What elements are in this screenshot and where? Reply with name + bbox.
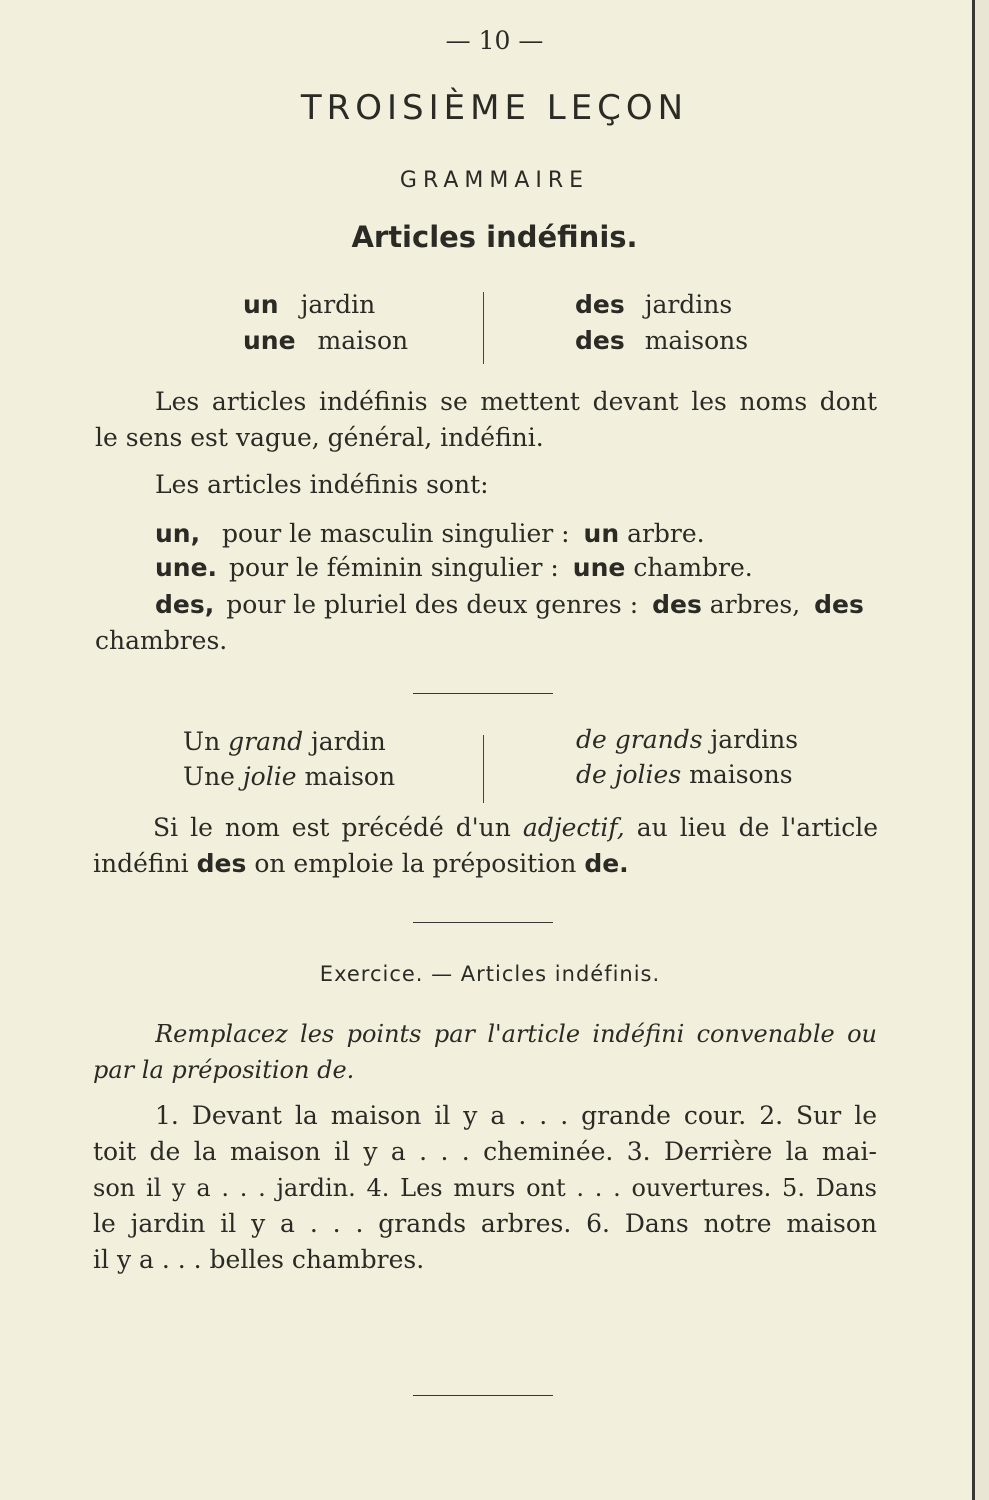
topic-title: Articles indéfinis.: [351, 220, 638, 254]
lesson-title: TROISIÈME LEÇON: [300, 88, 689, 128]
table-row: de jolies maisons: [576, 760, 793, 789]
noun-word: jardin: [300, 290, 376, 319]
section-divider: [413, 1395, 553, 1396]
exercise-heading: Exercice. — Articles indéfinis.: [319, 962, 661, 986]
list-item-continuation: chambres.: [95, 626, 228, 655]
noun-word: maison: [317, 326, 409, 355]
exercise-line: il y a . . . belles chambres.: [93, 1245, 425, 1274]
section-divider: [413, 922, 553, 923]
noun-word: maisons: [644, 326, 749, 355]
article-word: des: [575, 290, 625, 319]
rule-paragraph-line: indéfini des on emploie la préposition de.: [93, 849, 629, 878]
article-word: une.: [155, 553, 218, 582]
table-row: [575, 326, 748, 355]
column-divider: [483, 735, 484, 803]
exercise-instruction: Remplacez les points par l'article indéfini convenable ou: [155, 1020, 877, 1048]
section-divider: [413, 693, 553, 694]
page-number: — 10 —: [445, 26, 544, 55]
article-word: des: [814, 590, 864, 619]
article-word: des: [652, 590, 702, 619]
exercise-line: son il y a . . . jardin. 4. Les murs ont . . . ouvertures. 5. Dans: [93, 1174, 877, 1202]
column-divider: [483, 292, 484, 364]
table-row: Une jolie maison: [183, 762, 396, 791]
article-word: une: [572, 553, 626, 582]
list-item: un, pour le masculin singulier : un arbre.: [155, 519, 705, 548]
list-item: une. pour le féminin singulier : une chambre.: [155, 553, 753, 582]
exercise-instruction: par la préposition de.: [93, 1056, 355, 1084]
table-row: [575, 290, 732, 319]
article-word: un: [243, 290, 279, 319]
table-row: Un grand jardin: [183, 727, 386, 756]
article-word: un: [583, 519, 620, 548]
table-row: [243, 290, 375, 319]
exercise-line: le jardin il y a . . . grands arbres. 6. Dans notre maison: [93, 1209, 877, 1238]
article-word: de.: [584, 849, 629, 878]
article-word: des: [575, 326, 625, 355]
list-intro: Les articles indéfinis sont:: [155, 470, 489, 499]
rule-paragraph-line: le sens est vague, général, indéfini.: [95, 423, 544, 452]
noun-word: jardins: [644, 290, 733, 319]
rule-paragraph-line: Si le nom est précédé d'un adjectif, au lieu de l'article: [153, 813, 878, 842]
list-item: des, pour le pluriel des deux genres : des arbres, des: [155, 590, 864, 619]
table-row: [243, 326, 408, 355]
table-row: de grands jardins: [576, 725, 799, 754]
article-word: des,: [155, 590, 215, 619]
article-word: une: [243, 326, 296, 355]
exercise-line: 1. Devant la maison il y a . . . grande cour. 2. Sur le: [155, 1101, 877, 1130]
article-word: des: [196, 849, 247, 878]
article-word: un,: [155, 519, 201, 548]
exercise-line: toit de la maison il y a . . . cheminée. 3. Derrière la mai-: [93, 1137, 877, 1166]
rule-paragraph-line: Les articles indéfinis se mettent devant les noms dont: [155, 387, 877, 416]
section-title: GRAMMAIRE: [399, 168, 590, 193]
